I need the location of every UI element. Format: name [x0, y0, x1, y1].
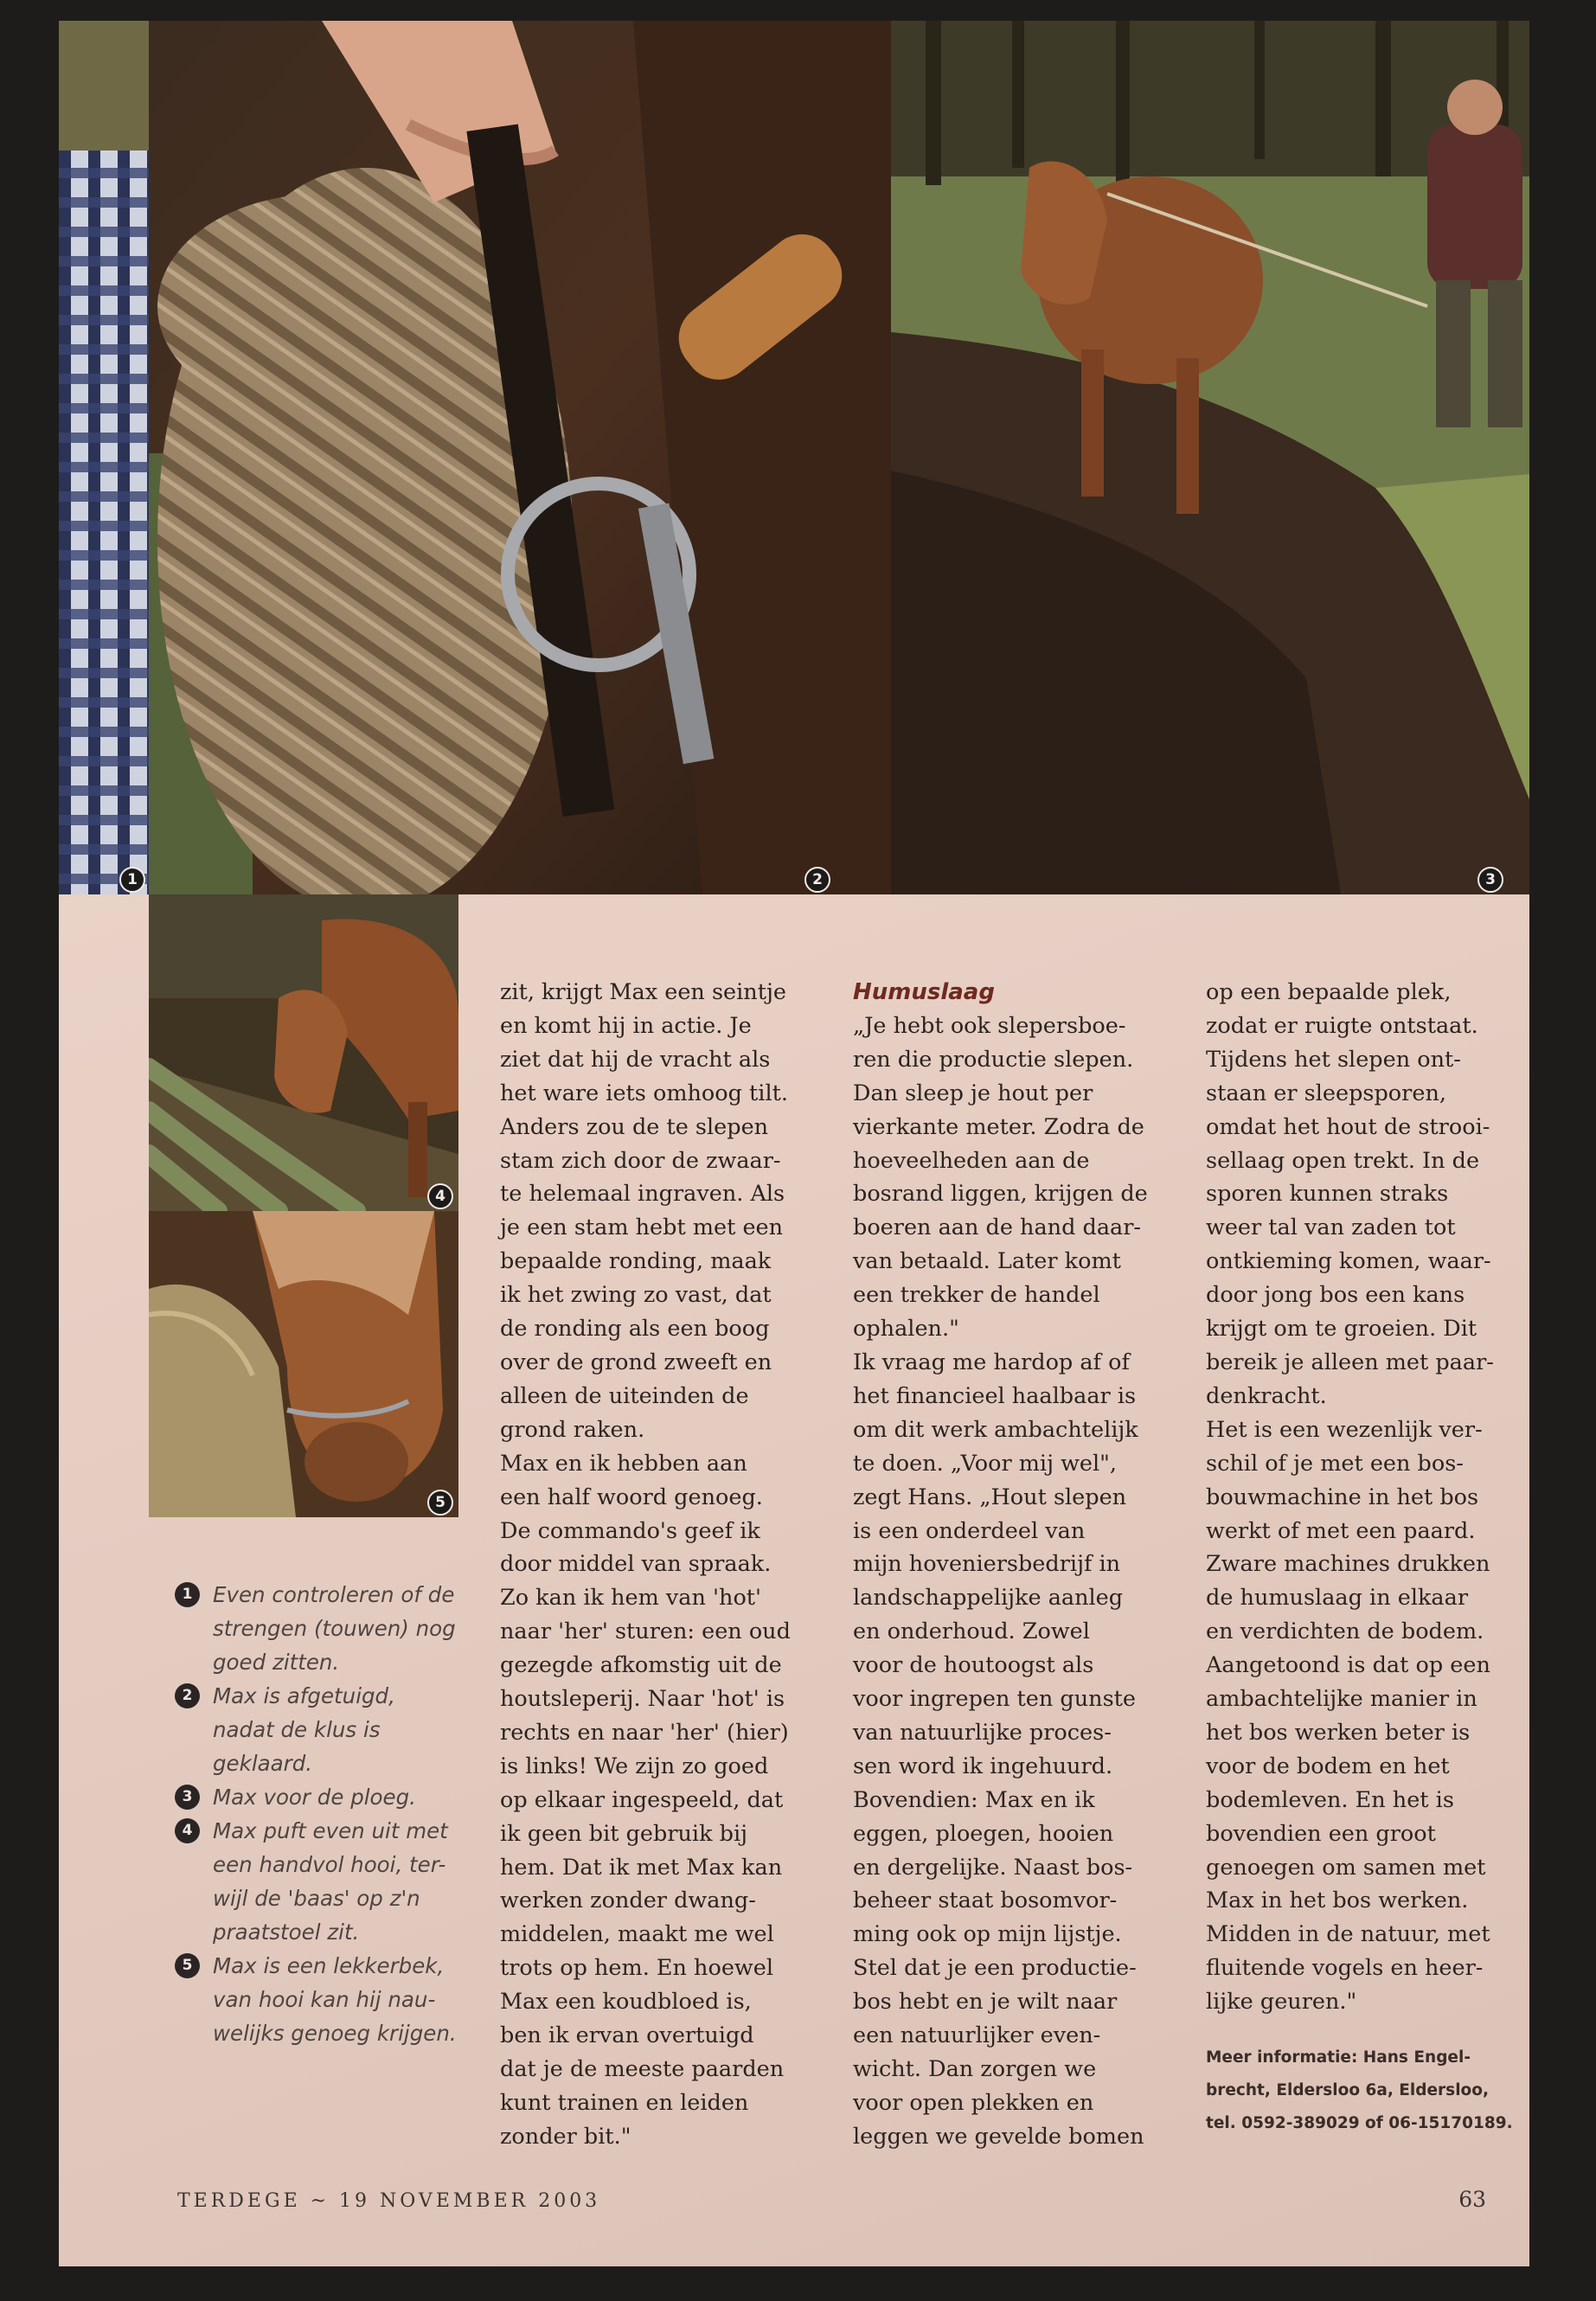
text-line: het ware iets omhoog tilt.	[500, 1080, 788, 1106]
caption-number-1: 1	[175, 1582, 200, 1607]
text-line: De commando's geef ik	[500, 1517, 760, 1544]
text-line: zit, krijgt Max een seintje	[500, 979, 786, 1005]
more-info-line: Meer informatie: Hans Engel-	[1206, 2048, 1471, 2067]
text-line: ambachtelijke manier in	[1206, 1686, 1477, 1713]
footer-publication: TERDEGE ~ 19 NOVEMBER 2003	[177, 2190, 601, 2212]
photo-number-4: 4	[427, 1183, 453, 1209]
text-line: wicht. Dan zorgen we	[853, 2056, 1097, 2082]
text-line: werkt of met een paard.	[1206, 1517, 1476, 1544]
caption-line: nadat de klus is	[213, 1717, 381, 1742]
caption-line: Max is afgetuigd,	[213, 1683, 395, 1708]
text-line: Anders zou de te slepen	[500, 1113, 769, 1140]
text-line: voor open plekken en	[853, 2089, 1094, 2116]
caption-line: praatstoel zit.	[213, 1920, 360, 1945]
text-line: Aangetoond is dat op een	[1206, 1652, 1490, 1679]
text-line: houtsleperij. Naar 'hot' is	[500, 1686, 785, 1713]
caption-line: van hooi kan hij nau-	[213, 1987, 436, 2012]
text-line: zegt Hans. „Hout slepen	[853, 1484, 1127, 1510]
text-line: alleen de uiteinden de	[500, 1382, 749, 1409]
bridle-bit-photo	[149, 21, 891, 894]
more-info-line: tel. 0592-389029 of 06-15170189.	[1206, 2114, 1513, 2133]
caption-3	[175, 1780, 521, 1814]
text-line: naar 'her' sturen: een oud	[500, 1618, 791, 1645]
text-line: genoegen om samen met	[1206, 1854, 1486, 1881]
text-line: het financieel haalbaar is	[853, 1382, 1137, 1409]
text-line: ik geen bit gebruik bij	[500, 1820, 748, 1847]
text-line: van betaald. Later komt	[853, 1248, 1121, 1275]
text-line: bereik je alleen met paar-	[1206, 1349, 1494, 1375]
photo-2	[149, 21, 891, 894]
text-line: een trekker de handel	[853, 1282, 1100, 1309]
text-line: „Je hebt ook slepersboe-	[853, 1012, 1126, 1039]
text-line: hem. Dat ik met Max kan	[500, 1854, 783, 1881]
horse-ploughing-photo	[891, 21, 1529, 894]
article-column-2	[853, 976, 1186, 2154]
text-line: werken zonder dwang-	[500, 1888, 756, 1914]
text-line: schil of je met een bos-	[1206, 1450, 1464, 1477]
text-line: trots op hem. En hoewel	[500, 1955, 773, 1982]
text-line: zonder bit."	[500, 2123, 631, 2150]
photo-5	[149, 1211, 458, 1517]
text-line: ben ik ervan overtuigd	[500, 2022, 754, 2049]
text-line: bepaalde ronding, maak	[500, 1248, 772, 1275]
more-info	[1206, 2041, 1529, 2140]
caption-line: welijks genoeg krijgen.	[213, 2021, 457, 2046]
text-line: je een stam hebt met een	[500, 1215, 784, 1241]
photo-number-1: 1	[119, 867, 145, 893]
text-line: sporen kunnen straks	[1206, 1181, 1449, 1208]
text-line: en dergelijke. Naast bos-	[853, 1854, 1133, 1881]
text-line: sellaag open trekt. In de	[1206, 1147, 1480, 1174]
caption-line: een handvol hooi, ter-	[213, 1852, 446, 1877]
text-line: krijgt om te groeien. Dit	[1206, 1316, 1477, 1343]
text-line: beheer staat bosomvor-	[853, 1888, 1118, 1914]
text-line: boeren aan de hand daar-	[853, 1215, 1142, 1241]
text-line: lijke geuren."	[1206, 1989, 1357, 2016]
text-line: de humuslaag in elkaar	[1206, 1585, 1469, 1612]
text-line: voor ingrepen ten gunste	[853, 1686, 1136, 1713]
text-line: ik het zwing zo vast, dat	[500, 1282, 772, 1309]
text-line: ziet dat hij de vracht als	[500, 1046, 771, 1073]
caption-line: goed zitten.	[213, 1650, 340, 1675]
text-line: omdat het hout de strooi-	[1206, 1113, 1490, 1140]
text-line: en komt hij in actie. Je	[500, 1012, 752, 1039]
text-line: staan er sleepsporen,	[1206, 1080, 1446, 1106]
caption-number-4: 4	[175, 1818, 200, 1843]
photo-3	[891, 21, 1529, 894]
text-line: fluitende vogels en heer-	[1206, 1955, 1484, 1982]
text-line: ming ook op mijn lijstje.	[853, 1921, 1122, 1948]
text-line: en onderhoud. Zowel	[853, 1618, 1090, 1645]
text-line: door middel van spraak.	[500, 1551, 772, 1578]
text-line: de ronding als een boog	[500, 1316, 770, 1343]
text-line: een natuurlijker even-	[853, 2022, 1101, 2049]
text-line: is links! We zijn zo goed	[500, 1753, 769, 1779]
text-line: ontkieming komen, waar-	[1206, 1248, 1491, 1275]
text-line: Max en ik hebben aan	[500, 1450, 747, 1477]
text-line: Tijdens het slepen ont-	[1206, 1046, 1461, 1073]
caption-2	[175, 1679, 521, 1780]
horse-eating-hay-photo	[149, 1211, 458, 1517]
text-line: Dan sleep je hout per	[853, 1080, 1093, 1106]
text-line: is een onderdeel van	[853, 1517, 1086, 1544]
text-line: Stel dat je een productie-	[853, 1955, 1137, 1982]
text-line: stam zich door de zwaar-	[500, 1147, 781, 1174]
text-line: ren die productie slepen.	[853, 1046, 1134, 1073]
text-line: van natuurlijke proces-	[853, 1719, 1112, 1746]
text-line: gezegde afkomstig uit de	[500, 1652, 782, 1679]
caption-1	[175, 1578, 521, 1679]
text-line: het bos werken beter is	[1206, 1719, 1471, 1746]
photo-number-5: 5	[427, 1490, 453, 1516]
text-line: een half woord genoeg.	[500, 1484, 763, 1510]
text-line: dat je de meeste paarden	[500, 2056, 785, 2082]
text-line: bouwmachine in het bos	[1206, 1484, 1479, 1510]
text-line: eggen, ploegen, hooien	[853, 1820, 1114, 1847]
photo-captions	[175, 1578, 521, 2050]
article-column-1	[500, 976, 833, 2154]
rope-and-bridle-photo	[59, 21, 149, 894]
more-info-line: brecht, Eldersloo 6a, Eldersloo,	[1206, 2081, 1489, 2100]
text-line: grond raken.	[500, 1416, 645, 1443]
text-line: ophalen."	[853, 1316, 959, 1343]
text-line: Midden in de natuur, met	[1206, 1921, 1490, 1948]
text-line: op een bepaalde plek,	[1206, 979, 1452, 1005]
photo-number-3: 3	[1477, 867, 1503, 893]
text-line: vierkante meter. Zodra de	[853, 1113, 1144, 1140]
text-line: en verdichten de bodem.	[1206, 1618, 1484, 1645]
text-line: leggen we gevelde bomen	[853, 2123, 1144, 2150]
caption-line: Max voor de ploeg.	[213, 1785, 416, 1810]
section-heading: Humuslaag	[853, 979, 995, 1005]
caption-line: wijl de 'baas' op z'n	[213, 1886, 420, 1911]
text-line: bosrand liggen, krijgen de	[853, 1181, 1148, 1208]
text-line: Max een koudbloed is,	[500, 1989, 752, 2016]
text-line: landschappelijke aanleg	[853, 1585, 1124, 1612]
text-line: Max in het bos werken.	[1206, 1888, 1469, 1914]
article-column-3	[1206, 976, 1529, 2140]
text-line: voor de houtoogst als	[853, 1652, 1094, 1679]
text-line: Zware machines drukken	[1206, 1551, 1490, 1578]
photo-1	[59, 21, 149, 894]
text-line: Het is een wezenlijk ver-	[1206, 1416, 1483, 1443]
horse-grazing-photo	[149, 894, 458, 1211]
text-line: op elkaar ingespeeld, dat	[500, 1786, 784, 1813]
photo-number-2: 2	[804, 867, 830, 893]
caption-line: geklaard.	[213, 1751, 313, 1776]
caption-line: Even controleren of de	[213, 1582, 455, 1607]
text-line: middelen, maakt me wel	[500, 1921, 774, 1948]
caption-number-3: 3	[175, 1785, 200, 1810]
text-line: hoeveelheden aan de	[853, 1147, 1090, 1174]
page-number: 63	[1458, 2187, 1486, 2212]
text-line: voor de bodem en het	[1206, 1753, 1450, 1779]
text-line: denkracht.	[1206, 1382, 1327, 1409]
text-line: Zo kan ik hem van 'hot'	[500, 1585, 762, 1612]
text-line: kunt trainen en leiden	[500, 2089, 749, 2116]
caption-5	[175, 1949, 521, 2050]
caption-number-2: 2	[175, 1683, 200, 1708]
text-line: rechts en naar 'her' (hier)	[500, 1719, 789, 1746]
caption-line: strengen (touwen) nog	[213, 1616, 456, 1641]
magazine-page	[59, 21, 1529, 2266]
text-line: sen word ik ingehuurd.	[853, 1753, 1113, 1779]
caption-4	[175, 1814, 521, 1949]
photo-4	[149, 894, 458, 1211]
text-line: zodat er ruigte ontstaat.	[1206, 1012, 1478, 1039]
caption-number-5: 5	[175, 1953, 200, 1978]
text-line: mijn hoveniersbedrijf in	[853, 1551, 1121, 1578]
text-line: bovendien een groot	[1206, 1820, 1436, 1847]
caption-line: Max is een lekkerbek,	[213, 1953, 445, 1978]
text-line: te helemaal ingraven. Als	[500, 1181, 785, 1208]
text-line: Bovendien: Max en ik	[853, 1786, 1095, 1813]
text-line: weer tal van zaden tot	[1206, 1215, 1456, 1241]
text-line: Ik vraag me hardop af of	[853, 1349, 1130, 1375]
text-line: over de grond zweeft en	[500, 1349, 772, 1375]
text-line: om dit werk ambachtelijk	[853, 1416, 1138, 1443]
text-line: bodemleven. En het is	[1206, 1786, 1454, 1813]
text-line: door jong bos een kans	[1206, 1282, 1465, 1309]
caption-line: Max puft even uit met	[213, 1818, 448, 1843]
text-line: bos hebt en je wilt naar	[853, 1989, 1118, 2016]
text-line: te doen. „Voor mij wel",	[853, 1450, 1117, 1477]
